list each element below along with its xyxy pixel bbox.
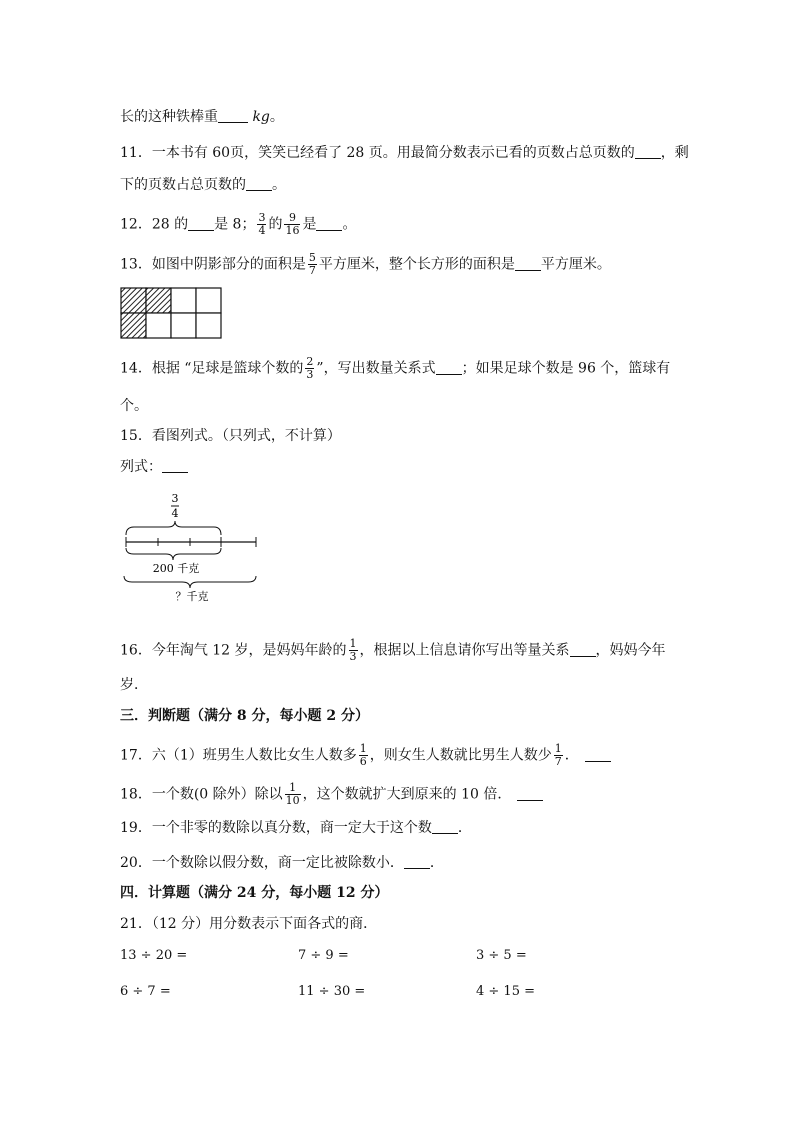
q15-formula-blank[interactable]: [162, 458, 188, 473]
q16-frac-num: 1: [349, 637, 357, 650]
q12-frac2-den: 16: [285, 224, 300, 237]
q12-text-a: 12．28 的: [120, 216, 189, 233]
q12-frac2-num: 9: [284, 212, 300, 225]
q15-diagram-frac-den: 4: [171, 507, 179, 520]
q18-frac-num: 1: [285, 782, 301, 795]
q17-text-a: 17．六（1）班男生人数比女生人数多: [120, 747, 357, 764]
q16-text-b: ，根据以上信息请你写出等量关系: [359, 642, 570, 659]
q17-frac2-den: 7: [554, 755, 562, 768]
section-3-heading: 三．判断题（满分 8 分，每小题 2 分）: [120, 708, 369, 724]
q18-line: [120, 782, 543, 807]
q12-blank-2[interactable]: [316, 216, 342, 231]
q12-text-c: 的: [268, 216, 283, 233]
grid-cell: [171, 313, 196, 338]
q11-text-a: 11．一本书有 60页，笑笑已经看了 28 页。用最简分数表示已看的页数占总页数的: [120, 145, 635, 161]
q13-blank[interactable]: [515, 256, 541, 271]
q16-frac-den: 3: [349, 650, 357, 663]
q16-line2: [120, 675, 148, 695]
q14-text-c: ；如果足球个数是 96 个，篮球有: [461, 360, 671, 377]
q11-blank-1[interactable]: [635, 144, 661, 159]
grid-cell-shaded: [146, 288, 171, 313]
q16-text-a: 16．今年淘气 12 岁，是妈妈年龄的: [120, 642, 347, 659]
q19-line: [120, 818, 472, 838]
q11-line1: [120, 143, 689, 163]
q15-diagram-label-1: 200 千克: [152, 562, 200, 575]
q15-diagram: [118, 490, 278, 610]
q10-tail-line: [120, 107, 284, 127]
q15-formula-label: 列式：: [120, 459, 162, 475]
q13-frac-num: 5: [308, 251, 316, 264]
q20-text-b: ．: [429, 855, 444, 871]
q21-item-3: 3 ÷ 5 =: [476, 948, 527, 963]
q19-text-b: ．: [457, 820, 472, 836]
q11-text-c: 下的页数占总页数的: [120, 177, 246, 193]
q11-text-d: 。: [272, 177, 286, 193]
q17-fraction-1: [359, 743, 368, 768]
q14-text-b: ”，写出数量关系式: [316, 360, 436, 377]
q13-text-a: 13．如图中阴影部分的面积是: [120, 256, 306, 273]
q13-grid-svg: [120, 287, 222, 341]
q15-diagram-label-2: ？千克: [175, 590, 209, 603]
grid-cell-shaded: [121, 288, 146, 313]
q17-frac1-num: 1: [359, 742, 367, 755]
q14-text-a: 14．根据 “足球是篮球个数的: [120, 360, 304, 377]
q21-item-1: 13 ÷ 20 =: [120, 948, 188, 963]
q12-text-b: 是 8；: [214, 216, 256, 233]
q15-title: 15．看图列式。（只列式，不计算）: [120, 428, 341, 444]
q12-text-d: 是: [302, 216, 317, 233]
q18-text-a: 18．一个数(0 除外）除以: [120, 786, 283, 803]
grid-cell: [196, 288, 221, 313]
q21-item-5: 11 ÷ 30 =: [298, 984, 366, 999]
q15-bottom-brace-2: [124, 576, 256, 588]
q20-answer-blank[interactable]: [404, 854, 430, 869]
section-4-heading: 四．计算题（满分 24 分，每小题 12 分）: [120, 885, 389, 901]
q21-title: 21．（12 分）用分数表示下面各式的商．: [120, 916, 378, 932]
q18-fraction: [285, 782, 301, 807]
q15-bottom-brace-1: [126, 548, 221, 560]
q11-blank-2[interactable]: [246, 176, 272, 191]
q11-line2: [120, 175, 286, 195]
q17-answer-blank[interactable]: [585, 747, 611, 762]
q13-line: [120, 252, 611, 277]
q20-line: [120, 853, 444, 873]
q13-rectangle-figure: [120, 287, 222, 345]
q10-unit: kg: [252, 109, 270, 125]
grid-cell: [196, 313, 221, 338]
q12-text-e: 。: [342, 216, 357, 233]
q10-answer-blank[interactable]: [218, 108, 248, 123]
q20-text-a: 20．一个数除以假分数，商一定比被除数小．: [120, 855, 404, 871]
q12-line: [120, 212, 356, 237]
q10-end: 。: [269, 109, 284, 125]
q15-top-brace: [126, 521, 221, 535]
grid-cell: [171, 288, 196, 313]
grid-cell-shaded: [121, 313, 146, 338]
q13-text-c: 平方厘米。: [540, 256, 611, 273]
q13-fraction: [308, 252, 317, 277]
q12-fraction-2: [284, 212, 300, 237]
q21-item-6: 4 ÷ 15 =: [476, 984, 535, 999]
q15-formula-line: [120, 457, 188, 477]
q16-fraction: [349, 638, 358, 663]
q19-answer-blank[interactable]: [432, 819, 458, 834]
q17-fraction-2: [554, 743, 563, 768]
q18-frac-den: 10: [285, 794, 300, 807]
q17-frac1-den: 6: [359, 755, 367, 768]
q13-frac-den: 7: [308, 264, 316, 277]
q17-frac2-num: 1: [554, 742, 562, 755]
q16-text-c: ，妈妈今年: [595, 642, 666, 659]
grid-cell: [146, 313, 171, 338]
q12-blank-1[interactable]: [188, 216, 214, 231]
q17-text-c: ．: [564, 747, 579, 764]
q15-diagram-svg: [118, 490, 278, 606]
q17-text-b: ，则女生人数就比男生人数少: [369, 747, 552, 764]
q13-text-b: 平方厘米，整个长方形的面积是: [318, 256, 515, 273]
q18-text-b: ，这个数就扩大到原来的 10 倍．: [302, 786, 512, 803]
q14-blank[interactable]: [436, 360, 462, 375]
q14-text-d: 个。: [120, 398, 148, 414]
q14-line1: [120, 356, 670, 381]
q12-frac1-num: 3: [258, 211, 266, 224]
q10-text: 长的这种铁棒重: [120, 109, 218, 125]
q14-line2: [120, 396, 148, 416]
q12-fraction-1: [257, 212, 266, 237]
q16-line1: [120, 638, 666, 663]
q21-item-2: 7 ÷ 9 =: [298, 948, 349, 963]
q16-text-d: 岁．: [120, 677, 148, 693]
q14-frac-den: 3: [306, 368, 314, 381]
q19-text-a: 19．一个非零的数除以真分数，商一定大于这个数: [120, 820, 432, 836]
q17-line: [120, 743, 611, 768]
q15-diagram-frac-num: 3: [171, 492, 179, 505]
q14-frac-num: 2: [306, 355, 314, 368]
q16-blank[interactable]: [570, 642, 596, 657]
q12-frac1-den: 4: [258, 224, 266, 237]
q14-fraction: [305, 356, 314, 381]
q11-text-b: ，剩: [660, 145, 689, 161]
q18-answer-blank[interactable]: [517, 786, 543, 801]
q21-item-4: 6 ÷ 7 =: [120, 984, 171, 999]
